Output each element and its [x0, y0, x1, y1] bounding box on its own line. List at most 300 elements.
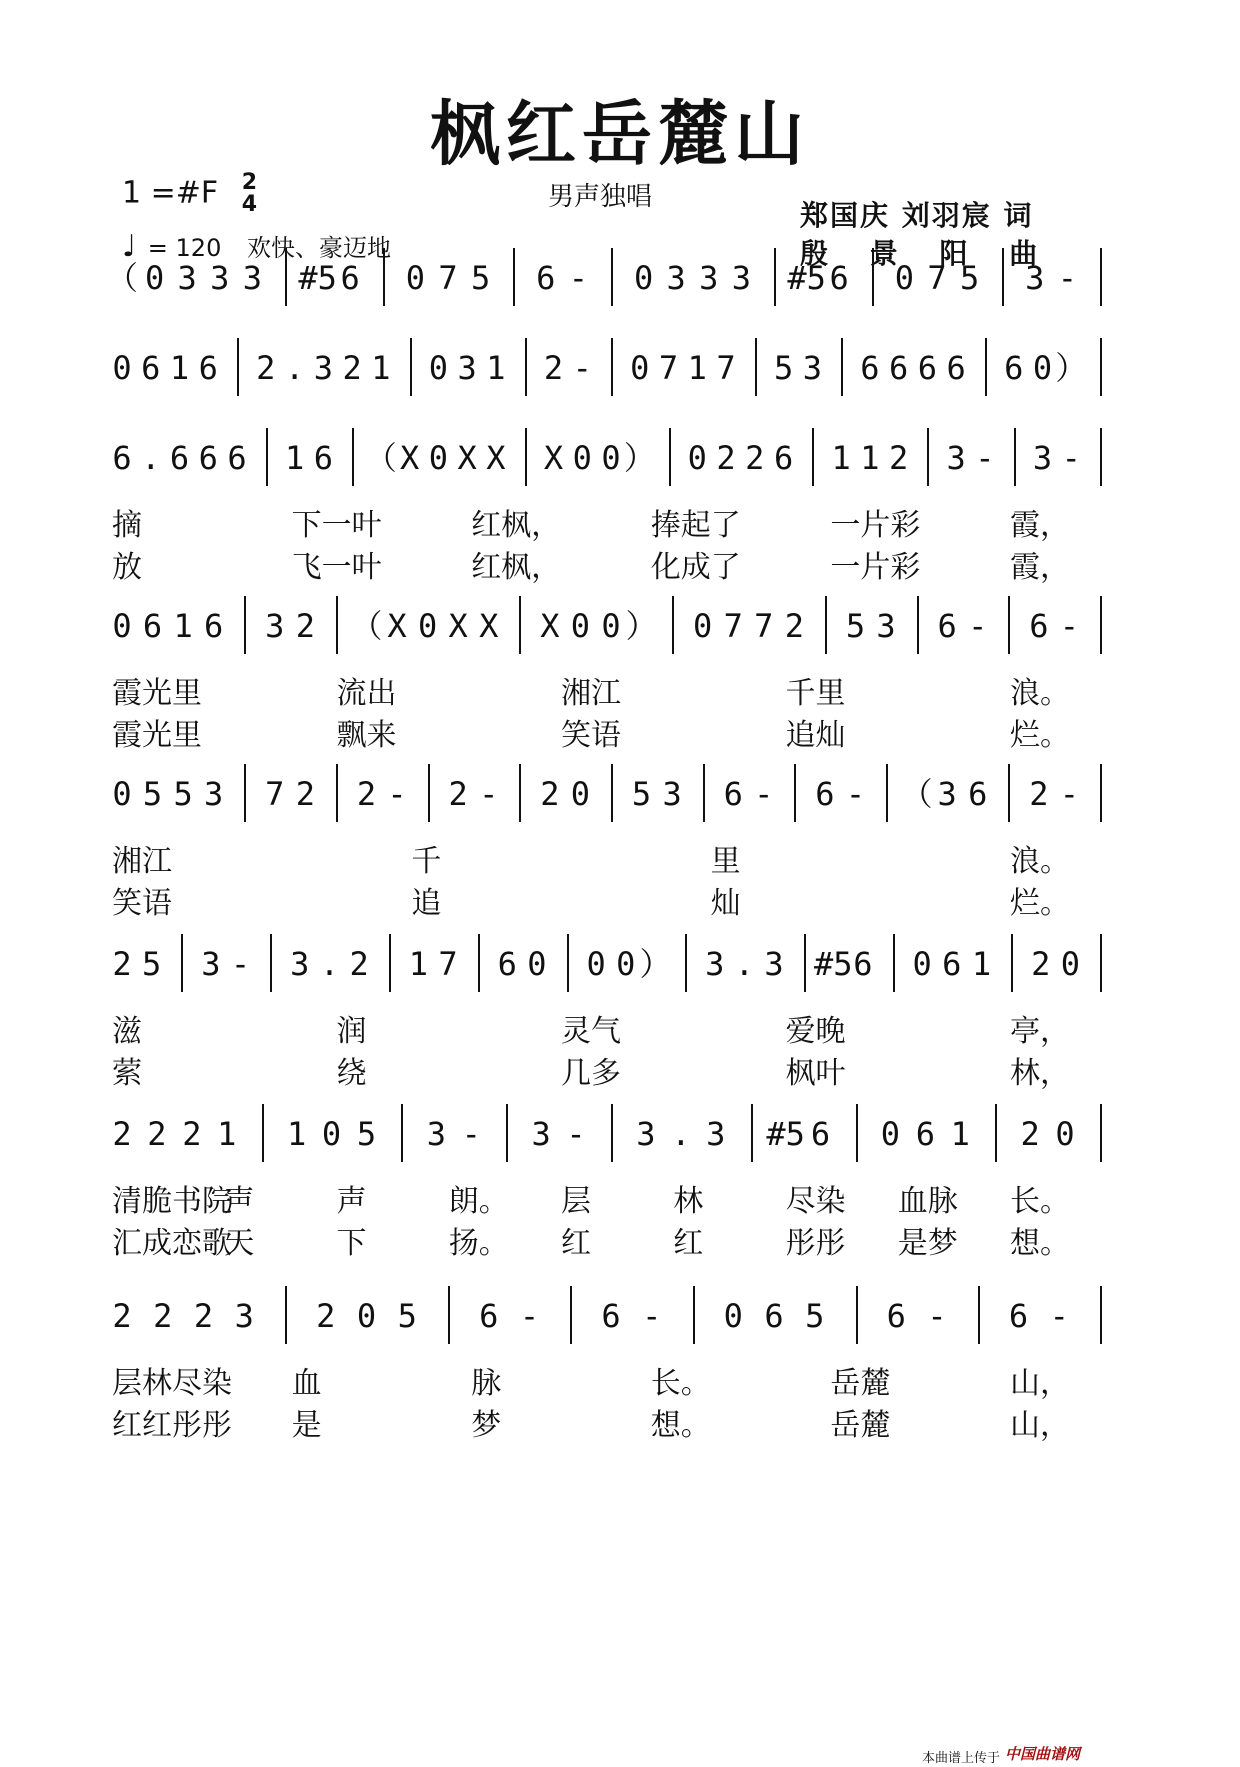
- note: 6: [227, 439, 247, 477]
- lyric-word: 霞光里: [112, 676, 202, 711]
- barline: [995, 1104, 997, 1162]
- barline: [751, 1104, 753, 1162]
- lyric-word: 绕: [336, 1056, 367, 1091]
- lyric-word: 捧起了: [650, 508, 741, 543]
- note: 0: [616, 945, 636, 983]
- lyric-word: 红红彤彤: [112, 1408, 232, 1443]
- note: 1: [486, 349, 506, 387]
- note: 6: [536, 259, 556, 297]
- site-logo: 中国曲谱网: [1004, 1745, 1080, 1763]
- barline: [478, 934, 480, 992]
- notation-row: [0, 252, 1240, 304]
- note: 3: [706, 1115, 726, 1153]
- lyric-word: 润: [336, 1014, 367, 1049]
- barline: [1100, 248, 1102, 306]
- lyric-word: 扬。: [448, 1226, 509, 1261]
- lyric-word: 千里: [785, 676, 846, 711]
- time-signature-top: 2: [241, 170, 258, 195]
- note: 6: [141, 349, 161, 387]
- note: 3: [177, 259, 197, 297]
- note: 2: [112, 945, 132, 983]
- lyric-word: 爱晚: [785, 1014, 846, 1049]
- note: 5: [356, 1115, 377, 1153]
- note: 6: [1008, 1297, 1029, 1335]
- note-extension: -: [975, 439, 995, 477]
- lyric-word: 梦: [471, 1408, 502, 1443]
- note: 3: [876, 607, 896, 645]
- lyric-line: [0, 1358, 1240, 1401]
- note: 2: [356, 775, 377, 813]
- note: 3: [313, 349, 333, 387]
- lyric-word: 山，: [1010, 1408, 1070, 1443]
- lyric-word: 长。: [650, 1366, 711, 1401]
- lyric-word: 萦: [112, 1056, 142, 1091]
- note: 3: [531, 1115, 551, 1153]
- note: ）: [1055, 349, 1088, 387]
- barline: [1008, 764, 1010, 822]
- note: .: [284, 349, 305, 387]
- score-system: [0, 938, 1240, 1091]
- lyric-word: 枫叶: [785, 1056, 846, 1091]
- lyric-word: 飞一叶: [291, 550, 382, 585]
- note-extension: -: [479, 775, 499, 813]
- note-extension: -: [927, 1297, 947, 1335]
- lyric-word: 灿: [710, 886, 741, 921]
- barline: [270, 934, 272, 992]
- barline: [352, 428, 354, 486]
- barline: [567, 934, 569, 992]
- barline: [841, 338, 843, 396]
- note: 0: [572, 439, 592, 477]
- barline: [774, 248, 776, 306]
- note: 0: [417, 607, 438, 645]
- lyric-word: 下: [336, 1226, 367, 1261]
- note: ）: [623, 439, 656, 477]
- note: 3: [636, 1115, 656, 1153]
- barline: [669, 428, 671, 486]
- note: 5: [173, 775, 193, 813]
- time-signature-bottom: 4: [241, 192, 258, 217]
- note: 3: [764, 945, 784, 983]
- barline: [755, 338, 757, 396]
- barline: [244, 764, 246, 822]
- lyric-word: 烂。: [1010, 886, 1070, 921]
- note-extension: -: [572, 349, 592, 387]
- note: 0: [144, 259, 165, 297]
- note: 5: [141, 945, 162, 983]
- lyric-word: 摘: [112, 508, 142, 543]
- lyric-line: [0, 878, 1240, 921]
- music-credit: 殷 景 阳 曲: [800, 237, 1054, 270]
- barline: [611, 338, 613, 396]
- tempo-value: = 120: [147, 234, 222, 262]
- note-extension: -: [461, 1115, 481, 1153]
- note-extension: -: [230, 945, 251, 983]
- note: 0: [527, 945, 547, 983]
- barline: [1100, 764, 1102, 822]
- note: 3: [265, 607, 285, 645]
- note: 0: [894, 259, 915, 297]
- note: 0: [687, 439, 707, 477]
- note: 6: [313, 439, 333, 477]
- note: 3: [662, 775, 682, 813]
- note: .: [734, 945, 754, 983]
- lyric-line: [0, 668, 1240, 711]
- note: 6: [886, 1297, 906, 1335]
- song-title: 枫红岳麓山: [430, 92, 810, 175]
- barline: [1100, 596, 1102, 654]
- note: #5: [814, 945, 853, 983]
- lyric-word: 血脉: [897, 1184, 958, 1219]
- note: 7: [265, 775, 285, 813]
- note: 6: [198, 349, 218, 387]
- note: 2: [448, 775, 468, 813]
- note: 2: [716, 439, 736, 477]
- barline: [611, 1104, 613, 1162]
- note: 1: [408, 945, 428, 983]
- lyric-word: 岳麓: [830, 1366, 891, 1401]
- note: 0: [112, 775, 132, 813]
- note: X: [486, 439, 506, 477]
- lyric-word: 亭，: [1010, 1014, 1070, 1049]
- barline: [1100, 934, 1102, 992]
- lyric-word: 灵气: [561, 1014, 621, 1049]
- barline: [513, 248, 515, 306]
- lyric-word: 下一叶: [291, 508, 382, 543]
- note: X: [543, 439, 564, 477]
- note: 2: [316, 1297, 336, 1335]
- note: 6: [968, 775, 988, 813]
- note: 2: [342, 349, 362, 387]
- lyric-word: 红枫，: [471, 508, 562, 543]
- note: 3: [210, 259, 230, 297]
- lyric-line: [0, 836, 1240, 879]
- lyric-word: 脉: [471, 1366, 502, 1401]
- lyrics-credit: 郑国庆 刘羽宸 词: [800, 199, 1034, 232]
- note: 3: [1025, 259, 1045, 297]
- note-extension: -: [1059, 775, 1080, 813]
- barline: [410, 338, 412, 396]
- note: 5: [959, 259, 980, 297]
- barline: [927, 428, 929, 486]
- note: ）: [625, 607, 658, 645]
- note-extension: -: [1049, 1297, 1069, 1335]
- time-signature: [242, 172, 257, 216]
- lyric-word: 笑语: [112, 886, 172, 921]
- note: 2: [543, 349, 564, 387]
- quarter-note-icon: ♩: [122, 229, 137, 264]
- lyric-word: 想。: [1010, 1226, 1070, 1261]
- note: 0: [321, 1115, 342, 1153]
- note: 7: [927, 259, 947, 297]
- lyric-word: 层林尽染: [112, 1366, 232, 1401]
- lyric-word: 霞，: [1010, 508, 1070, 543]
- lyric-word: 浪。: [1010, 844, 1070, 879]
- note: 6: [198, 439, 218, 477]
- key-label: 1 =#F: [122, 175, 219, 211]
- tempo-expression: 欢快、豪迈地: [246, 234, 391, 262]
- note: 6: [829, 259, 849, 297]
- note: 2: [889, 439, 909, 477]
- note: #5: [298, 259, 337, 297]
- note: 7: [754, 607, 774, 645]
- note: 2: [112, 1115, 132, 1153]
- note: 1: [971, 945, 992, 983]
- lyric-word: 放: [112, 550, 142, 585]
- lyric-word: 湘江: [561, 676, 621, 711]
- note: 2: [540, 775, 560, 813]
- performance-type: 男声独唱: [548, 182, 653, 212]
- note: 3: [234, 1297, 254, 1335]
- note: 0: [723, 1297, 743, 1335]
- notation-row: [0, 938, 1240, 990]
- lyric-line: [0, 1400, 1240, 1443]
- barline: [917, 596, 919, 654]
- note: 0: [428, 349, 449, 387]
- note: 0: [693, 607, 713, 645]
- lyric-word: 汇成恋歌: [112, 1226, 232, 1261]
- note: .: [671, 1115, 691, 1153]
- note: 5: [805, 1297, 825, 1335]
- note: 6: [112, 439, 132, 477]
- note: 1: [287, 1115, 307, 1153]
- lyric-word: 岳麓: [830, 1408, 891, 1443]
- note: （: [105, 259, 138, 297]
- barline: [266, 428, 268, 486]
- note: （: [900, 775, 933, 813]
- note: 6: [917, 349, 938, 387]
- lyric-word: 声: [336, 1184, 367, 1219]
- note: 3: [201, 945, 221, 983]
- barline: [1100, 1104, 1102, 1162]
- note: 3: [242, 259, 263, 297]
- note: 1: [950, 1115, 970, 1153]
- note: X: [400, 439, 420, 477]
- lyric-word: 声: [224, 1184, 255, 1219]
- note: 0: [570, 775, 591, 813]
- barline: [285, 1286, 287, 1344]
- note: 1: [860, 439, 880, 477]
- note: 7: [716, 349, 736, 387]
- lyric-word: 是梦: [897, 1226, 958, 1261]
- barline: [825, 596, 827, 654]
- barline: [794, 764, 796, 822]
- lyric-line: [0, 1048, 1240, 1091]
- barline: [519, 764, 521, 822]
- barline: [1011, 934, 1013, 992]
- note-extension: -: [1061, 439, 1081, 477]
- score-system: [0, 432, 1240, 585]
- barline: [672, 596, 674, 654]
- lyric-word: 红: [673, 1226, 704, 1261]
- barline: [237, 338, 239, 396]
- barline: [244, 596, 246, 654]
- note: 1: [284, 439, 305, 477]
- notation-row: [0, 342, 1240, 394]
- note: 3: [802, 349, 822, 387]
- lyric-word: 血: [291, 1366, 322, 1401]
- score-system: [0, 1108, 1240, 1261]
- note: 3: [666, 259, 686, 297]
- note: 6: [889, 349, 909, 387]
- lyric-word: 笑语: [561, 718, 621, 753]
- lyric-word: 林，: [1010, 1056, 1070, 1091]
- lyric-word: 几多: [561, 1056, 621, 1091]
- note: 2: [1031, 945, 1051, 983]
- barline: [1100, 1286, 1102, 1344]
- note: X: [540, 607, 560, 645]
- note: 2: [147, 1115, 167, 1153]
- note: 0: [601, 607, 621, 645]
- note: 6: [723, 775, 743, 813]
- note: 0: [112, 607, 132, 645]
- barline: [985, 338, 987, 396]
- score-system: [0, 1290, 1240, 1443]
- lyric-word: 想。: [650, 1408, 711, 1443]
- note: 6: [853, 945, 873, 983]
- barline: [519, 596, 521, 654]
- note: （: [350, 607, 383, 645]
- barline: [448, 1286, 450, 1344]
- barline: [570, 1286, 572, 1344]
- barline: [703, 764, 705, 822]
- note: 3: [426, 1115, 446, 1153]
- lyric-word: 一片彩: [830, 550, 921, 585]
- note: 1: [217, 1115, 237, 1153]
- key-signature: [122, 172, 257, 216]
- note: 2: [1029, 775, 1049, 813]
- note: 6: [773, 439, 794, 477]
- lyric-word: 浪。: [1010, 676, 1070, 711]
- note: #5: [766, 1115, 805, 1153]
- note: 3: [731, 259, 752, 297]
- note-extension: -: [1057, 259, 1078, 297]
- note: 7: [438, 945, 458, 983]
- lyric-word: 是: [291, 1408, 322, 1443]
- lyric-word: 林: [673, 1184, 704, 1219]
- lyric-line: [0, 710, 1240, 753]
- note: 2: [349, 945, 369, 983]
- note: 1: [173, 607, 193, 645]
- lyric-line: [0, 1176, 1240, 1219]
- note: 6: [479, 1297, 499, 1335]
- barline: [611, 248, 613, 306]
- lyric-word: 彤彤: [785, 1226, 846, 1261]
- note: 3: [937, 775, 957, 813]
- barline: [181, 934, 183, 992]
- note: X: [387, 607, 407, 645]
- note: 3: [204, 775, 224, 813]
- note: 2: [745, 439, 765, 477]
- note: 7: [723, 607, 743, 645]
- barline: [389, 934, 391, 992]
- note: 6: [142, 607, 163, 645]
- note-extension: -: [519, 1297, 540, 1335]
- note-extension: -: [1059, 607, 1080, 645]
- note: 2: [153, 1297, 173, 1335]
- lyric-word: 追灿: [785, 718, 846, 753]
- barline: [525, 428, 527, 486]
- note: ）: [639, 945, 672, 983]
- barline: [856, 1286, 858, 1344]
- barline: [872, 248, 874, 306]
- note: 2: [112, 1297, 132, 1335]
- note: 2: [1020, 1115, 1040, 1153]
- note: 6: [764, 1297, 784, 1335]
- note: 2: [784, 607, 804, 645]
- note: 3: [705, 945, 725, 983]
- notation-row: [0, 432, 1240, 484]
- note: 6: [1004, 349, 1024, 387]
- note: 0: [1060, 945, 1080, 983]
- notation-row: [0, 1108, 1240, 1160]
- note: #5: [787, 259, 826, 297]
- note: 3: [1032, 439, 1053, 477]
- note-extension: -: [754, 775, 774, 813]
- note-extension: -: [845, 775, 866, 813]
- barline: [1100, 428, 1102, 486]
- lyric-word: 湘江: [112, 844, 172, 879]
- note-extension: -: [566, 1115, 586, 1153]
- barline: [401, 1104, 403, 1162]
- note: X: [479, 607, 499, 645]
- notation-row: [0, 600, 1240, 652]
- note-extension: -: [968, 607, 988, 645]
- lyric-line: [0, 1218, 1240, 1261]
- note: 6: [942, 945, 962, 983]
- note: 6: [340, 259, 360, 297]
- lyric-word: 红: [561, 1226, 591, 1261]
- note: 2: [193, 1297, 214, 1335]
- score-system: [0, 600, 1240, 753]
- lyric-word: 飘来: [336, 718, 397, 753]
- barline: [383, 248, 385, 306]
- barline: [978, 1286, 980, 1344]
- lyric-word: 天: [224, 1226, 255, 1261]
- note: 5: [142, 775, 163, 813]
- note: 7: [438, 259, 458, 297]
- lyric-word: 一片彩: [830, 508, 921, 543]
- note: 3: [699, 259, 719, 297]
- barline: [1100, 338, 1102, 396]
- note: 0: [633, 259, 654, 297]
- barline: [428, 764, 430, 822]
- lyric-word: 红枫，: [471, 550, 562, 585]
- note: 1: [687, 349, 707, 387]
- note: X: [457, 439, 477, 477]
- lyric-word: 追: [411, 886, 442, 921]
- lyric-word: 化成了: [650, 550, 741, 585]
- note: 0: [586, 945, 606, 983]
- barline: [685, 934, 687, 992]
- note: 1: [371, 349, 391, 387]
- barline: [1008, 596, 1010, 654]
- lyric-line: [0, 500, 1240, 543]
- note: 6: [1029, 607, 1049, 645]
- note: .: [319, 945, 340, 983]
- lyric-word: 里: [710, 844, 741, 879]
- note: （: [364, 439, 397, 477]
- lyric-line: [0, 1006, 1240, 1049]
- note: 6: [946, 349, 966, 387]
- note: 6: [169, 439, 190, 477]
- barline: [1014, 428, 1016, 486]
- note: 6: [915, 1115, 935, 1153]
- note: 1: [831, 439, 851, 477]
- lyric-word: 长。: [1010, 1184, 1070, 1219]
- note-extension: -: [387, 775, 407, 813]
- note: 6: [204, 607, 224, 645]
